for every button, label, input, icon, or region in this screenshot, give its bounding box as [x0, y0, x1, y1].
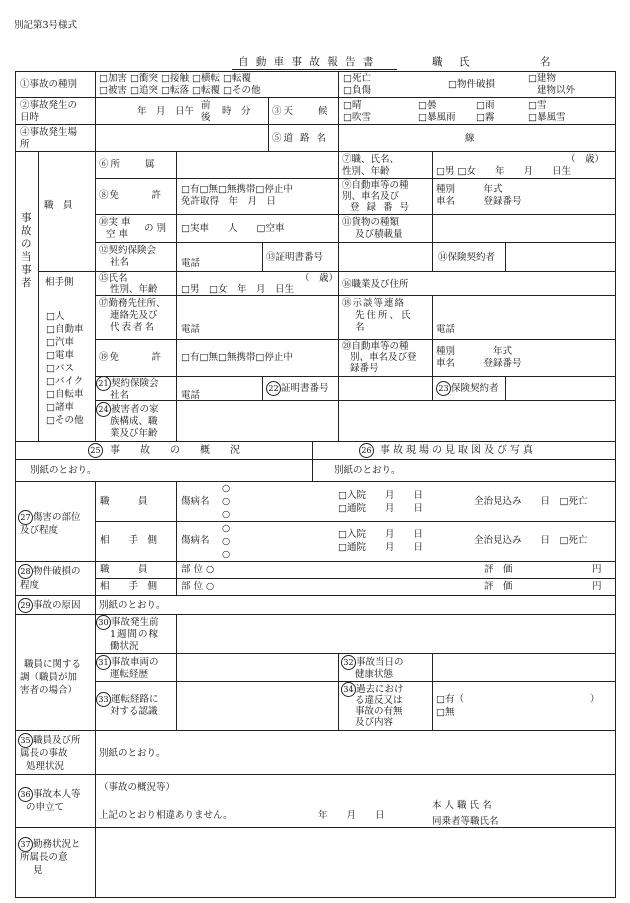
s26-text[interactable]: 別紙のとおり。	[334, 465, 401, 476]
f16-job: ⑯職業及び住所	[342, 279, 409, 290]
datetime-time[interactable]: 時 分	[222, 106, 251, 117]
f30-b: 1週間の稼	[110, 629, 160, 640]
f30-number: 30	[96, 615, 111, 630]
f6-dept: ⑥所 属	[99, 159, 157, 170]
s26-label: 事故現場の見取図及び写真	[380, 445, 536, 456]
f24-number: 24	[96, 402, 111, 417]
other-party-label: 相手側	[45, 277, 74, 288]
datetime-am[interactable]: 前	[201, 100, 211, 111]
weather-snow[interactable]: □雪	[528, 100, 547, 111]
staff-name-header: 職 氏 名	[432, 56, 554, 68]
s27-wound-staff: 傷病名	[181, 496, 210, 507]
party-type-3[interactable]: □電車	[46, 350, 74, 361]
f9-b: 別、車名及び	[342, 191, 400, 202]
f11-a: ⑪貨物の種類	[342, 217, 400, 228]
s28-label-1: 物件破損の	[33, 566, 81, 577]
s36-sig-others[interactable]: 同乗者等職氏名	[432, 816, 499, 827]
f11-b: 及び積載量	[355, 229, 403, 240]
party-type-8[interactable]: □その他	[46, 415, 84, 426]
form-id: 別記第3号様式	[14, 20, 78, 31]
s25-label: 事 故 の 概 況	[110, 445, 245, 456]
s37-label-1: 勤務状況と	[33, 839, 81, 850]
f15-age[interactable]: （ 歳）	[300, 273, 339, 284]
accident-type-row-a[interactable]: □加害 □衝突 □接触 □横転 □転覆	[99, 73, 251, 84]
s28-eval-staff: 評 価	[484, 564, 513, 575]
place-label-1: ④事故発生場	[20, 127, 78, 138]
s25-number: 25	[88, 443, 103, 458]
accident-type-row-b[interactable]: □被害 □追突 □転落 □転覆 □その他	[99, 85, 261, 96]
s28-number: 28	[18, 564, 33, 579]
property-damage[interactable]: □物件破損	[448, 79, 495, 90]
f18-phone[interactable]: 電話	[436, 324, 456, 335]
weather-fog[interactable]: □霧	[476, 112, 495, 123]
f30-c: 働状況	[110, 641, 139, 652]
f10-a: ⑩実 車	[99, 217, 131, 228]
f23-holder: 保険契約者	[451, 383, 499, 394]
s36-number: 36	[18, 787, 33, 802]
f21-a: 契約保険会	[111, 378, 159, 389]
f32-number: 32	[341, 655, 356, 670]
f10-b: 空 車	[106, 229, 129, 240]
s26-number: 26	[359, 443, 374, 458]
datetime-pm[interactable]: 後	[201, 112, 211, 123]
report-title: 自 動 車 事 故 報 告 書	[238, 56, 376, 68]
f23-number: 23	[436, 381, 451, 396]
s37-input-area[interactable]	[97, 829, 614, 895]
s27-outp-staff[interactable]: □通院 月 日	[338, 503, 423, 514]
f34-number: 34	[341, 682, 356, 697]
s35-label-3: 処理状況	[26, 761, 65, 772]
f19-status[interactable]: □有□無□無携帯□停止中	[181, 352, 293, 363]
s36-label-1: 事故本人等	[33, 789, 81, 800]
s36-sub: （事故の概況等）	[99, 782, 176, 793]
f20-b: 別、車名及び登	[350, 352, 417, 363]
s35-label-2: 属長の事故	[20, 748, 68, 759]
s27-staff: 職 員	[100, 496, 148, 507]
party-vertical-label: 事 故 の 当 事 者	[21, 212, 32, 289]
road-name-label: ⑤道 路 名	[272, 133, 329, 144]
s27-circ-2[interactable]: ○	[222, 496, 231, 507]
s27-circ-1[interactable]: ○	[222, 483, 231, 494]
f12-phone[interactable]: 電話	[181, 258, 201, 269]
f20-type[interactable]: 種別 年式	[436, 346, 513, 357]
f33-number: 33	[96, 692, 111, 707]
f14-holder: ⑭保険契約者	[438, 252, 496, 263]
f8-license-status[interactable]: □有□無□無携帯□停止中	[181, 184, 293, 195]
weather-blizzard[interactable]: □吹雪	[343, 112, 371, 123]
s27-label-2: 及び程度	[20, 525, 59, 536]
s28-staff: 職 員	[100, 564, 148, 575]
s27-number: 27	[18, 510, 33, 525]
s29-label: 事故の原因	[33, 600, 81, 611]
f31-b: 運転経歴	[110, 669, 149, 680]
f8-license-date[interactable]: 免許取得 年 月 日	[181, 196, 277, 207]
weather-clear[interactable]: □晴	[343, 100, 362, 111]
f7-sex[interactable]: □男 □女 年 月 日生	[436, 166, 571, 177]
f15-b: 性別、年齢	[110, 284, 158, 295]
weather-storm[interactable]: □暴風雨	[418, 112, 456, 123]
f33-a: 運転経路に	[111, 694, 159, 705]
s35-number: 35	[18, 733, 33, 748]
f34-a: 過去におけ	[356, 684, 404, 695]
s36-label-2: の申立て	[26, 802, 65, 813]
s27-outp-other[interactable]: □通院 月 日	[338, 542, 423, 553]
s28-yen-staff: 円	[592, 564, 602, 575]
s28-label-2: 程度	[20, 580, 40, 591]
non-building[interactable]: 建物以外	[537, 85, 576, 96]
f24-b: 族構成、職	[110, 416, 158, 427]
f17-b: 連絡先及び	[110, 310, 158, 321]
f21-number: 21	[96, 376, 111, 391]
place-label-2: 所	[20, 139, 30, 150]
s27-heal-other[interactable]: 全治見込み 日 □死亡	[474, 535, 588, 546]
party-type-4[interactable]: □バス	[46, 363, 74, 374]
f34-c: 事故の有無	[355, 706, 403, 717]
party-type-1[interactable]: □自動車	[46, 324, 84, 335]
f9-c: 登 録 番 号	[350, 202, 412, 213]
f9-car[interactable]: 車名 登録番号	[436, 196, 522, 207]
s30-group-label-1: 職員に関する	[24, 659, 82, 670]
f34-d: 及び内容	[355, 717, 394, 728]
s28-other: 相 手 側	[100, 581, 158, 592]
s27-hosp-other[interactable]: □入院 月 日	[338, 529, 423, 540]
staff-vertical: 職 員	[44, 200, 73, 211]
s27-hosp-staff[interactable]: □入院 月 日	[338, 490, 423, 501]
s37-label-2: 所属長の意	[20, 852, 68, 863]
party-type-6[interactable]: □自転車	[46, 389, 84, 400]
f33-b: 対する認識	[110, 706, 158, 717]
s27-label-1: 傷害の部位	[33, 512, 81, 523]
casualty-death[interactable]: □死亡	[343, 73, 371, 84]
f20-car[interactable]: 車名 登録番号	[436, 358, 522, 369]
s29-text[interactable]: 別紙のとおり。	[99, 600, 166, 611]
road-line: 線	[465, 133, 475, 144]
f20-a: ⑳自動車等の種	[342, 341, 409, 352]
f19-license: ⑲免 許	[99, 352, 163, 363]
s27-circ-3[interactable]: ○	[222, 509, 231, 520]
f32-b: 健康状態	[355, 669, 394, 680]
party-type-5[interactable]: □バイク	[46, 376, 84, 387]
accident-type-label: ①事故の種別	[20, 79, 78, 90]
f24-c: 業及び年齢	[110, 428, 158, 439]
f10-status[interactable]: □実車 人 □空車	[181, 223, 285, 234]
f17-c: 代表者名	[110, 322, 157, 333]
s36-sig-self[interactable]: 本 人 職 氏 名	[432, 800, 492, 811]
s27-heal-staff[interactable]: 全治見込み 日 □死亡	[474, 496, 588, 507]
party-type-7[interactable]: □諸車	[46, 402, 74, 413]
party-type-0[interactable]: □人	[46, 311, 65, 322]
weather-snowstorm[interactable]: □暴風雪	[528, 112, 566, 123]
f21-b: 社名	[110, 390, 130, 401]
f31-a: 事故車両の	[111, 657, 159, 668]
f20-c: 録番号	[350, 363, 379, 374]
f24-a: 被害者の家	[111, 404, 159, 415]
f9-type[interactable]: 種別 年式	[436, 184, 503, 195]
f17-a: ⑰勤務先住所、	[99, 298, 166, 309]
title-underline	[232, 69, 397, 70]
s35-label-1: 職員及び所	[33, 735, 81, 746]
f12-a: ⑫契約保険会	[99, 245, 157, 256]
s27-other: 相 手 側	[100, 535, 158, 546]
s37-label-3: 見	[33, 865, 43, 876]
s36-text: 上記のとおり相違ありません。	[99, 810, 233, 821]
party-type-2[interactable]: □汽車	[46, 337, 74, 348]
datetime-label-1: ②事故発生の	[20, 100, 78, 111]
f22-number: 22	[266, 381, 281, 396]
weather-rain[interactable]: □雨	[476, 100, 495, 111]
f15-sex[interactable]: □男 □女 年 月 日生	[181, 284, 294, 295]
s28-eval-other: 評 価	[484, 581, 513, 592]
f12-b: 社名	[110, 257, 130, 268]
s37-number: 37	[18, 837, 33, 852]
f30-a: 事故発生前	[111, 617, 159, 628]
f34-no[interactable]: □無	[436, 707, 455, 718]
s28-part-staff[interactable]: 部 位 ○	[181, 564, 215, 575]
s27-circ-4[interactable]: ○	[222, 523, 231, 534]
s30-group-label-2: 調（職員が加	[20, 672, 78, 683]
f34-yes-close: ）	[590, 694, 600, 705]
f7-age[interactable]: （ 歳）	[566, 154, 605, 165]
weather-label: ③天 候	[272, 106, 330, 117]
f18-a: ⑱示談等連絡	[342, 298, 406, 309]
s35-text[interactable]: 別紙のとおり。	[99, 748, 166, 759]
f21-phone[interactable]: 電話	[181, 390, 201, 401]
f34-yes[interactable]: □有（	[436, 694, 464, 705]
s27-circ-6[interactable]: ○	[222, 549, 231, 560]
s27-wound-other: 傷病名	[181, 535, 210, 546]
f9-a: ⑨自動車等の種	[342, 180, 409, 191]
s28-yen-other: 円	[592, 581, 602, 592]
building[interactable]: □建物	[528, 73, 556, 84]
s25-text[interactable]: 別紙のとおり。	[30, 465, 97, 476]
s27-circ-5[interactable]: ○	[222, 536, 231, 547]
f18-b: 先住所、氏	[355, 310, 413, 321]
f15-a: ⑮氏名	[99, 273, 128, 284]
f22-cert: 証明書番号	[281, 383, 329, 394]
f10-c: の 別	[144, 223, 167, 234]
weather-cloudy[interactable]: □曇	[418, 100, 437, 111]
f17-phone[interactable]: 電話	[181, 324, 201, 335]
f8-license: ⑧免 許	[99, 190, 163, 201]
f32-a: 事故当日の	[356, 657, 404, 668]
f31-number: 31	[96, 655, 111, 670]
f7-name-a: ⑦職、氏名、	[342, 154, 400, 165]
casualty-injury[interactable]: □負傷	[343, 85, 371, 96]
f13-cert: ⑬証明書番号	[266, 252, 324, 263]
datetime-label-2: 日時	[20, 112, 40, 123]
f7-name-b: 性別、年齢	[342, 166, 390, 177]
f18-c: 名	[355, 322, 365, 333]
s29-number: 29	[18, 598, 33, 613]
s36-date[interactable]: 年 月 日	[318, 810, 385, 821]
datetime-date[interactable]: 年 月 日午	[137, 106, 195, 117]
f34-b: る違反又は	[355, 695, 403, 706]
s30-group-label-3: 害者の場合）	[20, 685, 78, 696]
s28-part-other[interactable]: 部 位 ○	[181, 581, 215, 592]
